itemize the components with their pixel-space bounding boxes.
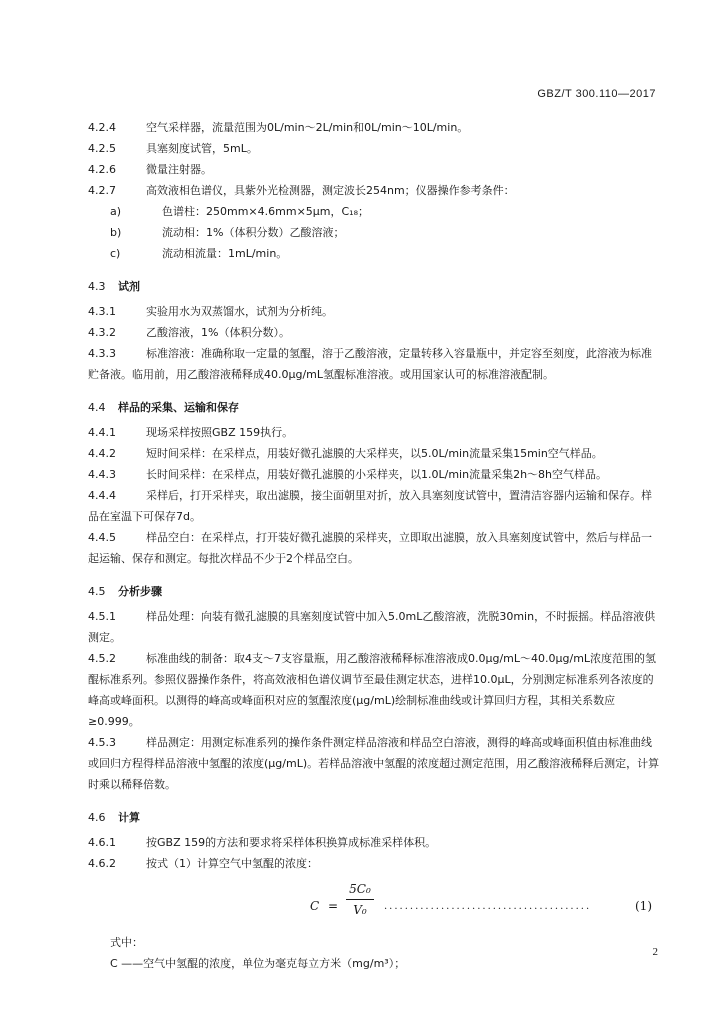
clause-text: 样品空白：在采样点，打开装好微孔滤膜的采样夹，立即取出滤膜，放入具塞刻度试管中，然后与样品一起运输、保存和测定。每批次样品不少于2个样品空白。 xyxy=(88,531,652,565)
clause-number: 4.4.3 xyxy=(88,468,116,481)
clause-number: 4.6.2 xyxy=(88,857,116,870)
formula-lhs: C xyxy=(310,899,320,913)
section-number: 4.5 xyxy=(88,585,106,598)
clause-number: 4.3.3 xyxy=(88,347,116,360)
list-item-b xyxy=(88,222,660,243)
clause-number: 4.4.2 xyxy=(88,447,116,460)
section-4-4-heading xyxy=(88,397,660,418)
section-title: 样品的采集、运输和保存 xyxy=(118,401,239,414)
where-label: 式中： xyxy=(110,936,143,949)
clause-4-5-2 xyxy=(88,648,660,732)
clause-number: 4.3.2 xyxy=(88,326,116,339)
clause-4-5-1 xyxy=(88,606,660,648)
clause-text: 微量注射器。 xyxy=(146,163,212,176)
section-number: 4.4 xyxy=(88,401,106,414)
list-text: 流动相流量：1mL/min。 xyxy=(162,247,288,260)
clause-text: 乙酸溶液，1%（体积分数）。 xyxy=(146,326,290,339)
clause-4-4-1 xyxy=(88,422,660,443)
clause-4-6-2 xyxy=(88,853,660,874)
section-4-6-heading xyxy=(88,807,660,828)
clause-4-4-4 xyxy=(88,485,660,527)
clause-4-3-2 xyxy=(88,322,660,343)
clause-4-2-7 xyxy=(88,180,660,201)
list-text: 流动相：1%（体积分数）乙酸溶液； xyxy=(162,226,345,239)
clause-4-5-3 xyxy=(88,732,660,795)
list-item-a xyxy=(88,201,660,222)
list-marker: c) xyxy=(110,247,121,260)
list-text: 色谱柱：250mm×4.6mm×5μm，C₁₈； xyxy=(162,205,369,218)
standard-code: GBZ/T 300.110—2017 xyxy=(537,88,656,100)
clause-number: 4.4.4 xyxy=(88,489,116,502)
clause-number: 4.2.5 xyxy=(88,142,116,155)
clause-text: 按式（1）计算空气中氢醌的浓度： xyxy=(146,857,318,870)
clause-4-4-2 xyxy=(88,443,660,464)
page-number: 2 xyxy=(652,946,658,958)
formula-1 xyxy=(88,880,660,932)
clause-4-6-1 xyxy=(88,832,660,853)
document-body xyxy=(88,117,660,974)
clause-number: 4.5.1 xyxy=(88,610,116,623)
clause-text: 现场采样按照GBZ 159执行。 xyxy=(146,426,294,439)
formula-number: (1) xyxy=(635,899,652,913)
clause-text: 按GBZ 159的方法和要求将采样体积换算成标准采样体积。 xyxy=(146,836,437,849)
clause-number: 4.2.7 xyxy=(88,184,116,197)
clause-number: 4.6.1 xyxy=(88,836,116,849)
clause-4-3-1 xyxy=(88,301,660,322)
clause-number: 4.5.3 xyxy=(88,736,116,749)
section-title: 计算 xyxy=(118,811,140,824)
clause-text: 样品测定：用测定标准系列的操作条件测定样品溶液和样品空白溶液，测得的峰高或峰面积值由标准曲线或回归方程得样品溶液中氢醌的浓度(μg/mL)。若样品溶液中氢醌的浓度超过测定范围，用乙酸溶液稀释后测定，计算时乘以稀释倍数。 xyxy=(88,736,660,791)
clause-text: 高效液相色谱仪，具紫外光检测器，测定波长254nm；仪器操作参考条件： xyxy=(146,184,515,197)
clause-4-4-3 xyxy=(88,464,660,485)
section-number: 4.3 xyxy=(88,280,106,293)
list-marker: a) xyxy=(110,205,122,218)
clause-number: 4.3.1 xyxy=(88,305,116,318)
clause-number: 4.2.6 xyxy=(88,163,116,176)
clause-number: 4.2.4 xyxy=(88,121,116,134)
where-definition-c: C ——空气中氢醌的浓度，单位为毫克每立方米（mg/m³）； xyxy=(110,957,406,970)
formula-equals: = xyxy=(328,899,339,913)
clause-number: 4.5.2 xyxy=(88,652,116,665)
section-4-5-heading xyxy=(88,581,660,602)
section-title: 试剂 xyxy=(118,280,140,293)
clause-4-2-5 xyxy=(88,138,660,159)
clause-text: 具塞刻度试管，5mL。 xyxy=(146,142,258,155)
clause-text: 标准溶液：准确称取一定量的氢醌，溶于乙酸溶液，定量转移入容量瓶中，并定容至刻度，此溶液为标准贮备液。临用前，用乙酸溶液稀释成40.0μg/mL氢醌标准溶液。或用国家认可的标准溶液配制。 xyxy=(88,347,652,381)
formula-leader-dots: ........................................ xyxy=(384,901,592,912)
list-item-c xyxy=(88,243,660,264)
clause-4-3-3 xyxy=(88,343,660,385)
clause-text: 短时间采样：在采样点，用装好微孔滤膜的大采样夹，以5.0L/min流量采集15min空气样品。 xyxy=(146,447,603,460)
clause-number: 4.4.1 xyxy=(88,426,116,439)
clause-4-2-4 xyxy=(88,117,660,138)
fraction-bar xyxy=(346,899,374,900)
clause-number: 4.4.5 xyxy=(88,531,116,544)
clause-4-2-6 xyxy=(88,159,660,180)
clause-text: 采样后，打开采样夹，取出滤膜，接尘面朝里对折，放入具塞刻度试管中，置清洁容器内运输和保存。样品在室温下可保存7d。 xyxy=(88,489,652,523)
section-4-3-heading xyxy=(88,276,660,297)
clause-text: 样品处理：向装有微孔滤膜的具塞刻度试管中加入5.0mL乙酸溶液，洗脱30min，不时振摇。样品溶液供测定。 xyxy=(88,610,656,644)
clause-text: 标准曲线的制备：取4支～7支容量瓶，用乙酸溶液稀释标准溶液成0.0μg/mL～40.0μg/mL浓度范围的氢醌标准系列。参照仪器操作条件，将高效液相色谱仪调节至最佳测定状态，进样10.0μL，分别测定标准系列各浓度的峰高或峰面积。以测得的峰高或峰面积对应的氢醌浓度(μg/mL)绘制标准曲线或计算回归方程，其相关系数应≥0.999。 xyxy=(88,652,657,728)
clause-text: 空气采样器，流量范围为0L/min～2L/min和0L/min～10L/min。 xyxy=(146,121,469,134)
section-title: 分析步骤 xyxy=(118,585,162,598)
clause-4-4-5 xyxy=(88,527,660,569)
formula-denominator: V₀ xyxy=(353,903,367,917)
section-number: 4.6 xyxy=(88,811,106,824)
list-marker: b) xyxy=(110,226,122,239)
formula-numerator: 5C₀ xyxy=(349,882,371,896)
clause-text: 长时间采样：在采样点，用装好微孔滤膜的小采样夹，以1.0L/min流量采集2h～8h空气样品。 xyxy=(146,468,608,481)
formula-fraction xyxy=(346,880,374,919)
clause-text: 实验用水为双蒸馏水，试剂为分析纯。 xyxy=(146,305,333,318)
